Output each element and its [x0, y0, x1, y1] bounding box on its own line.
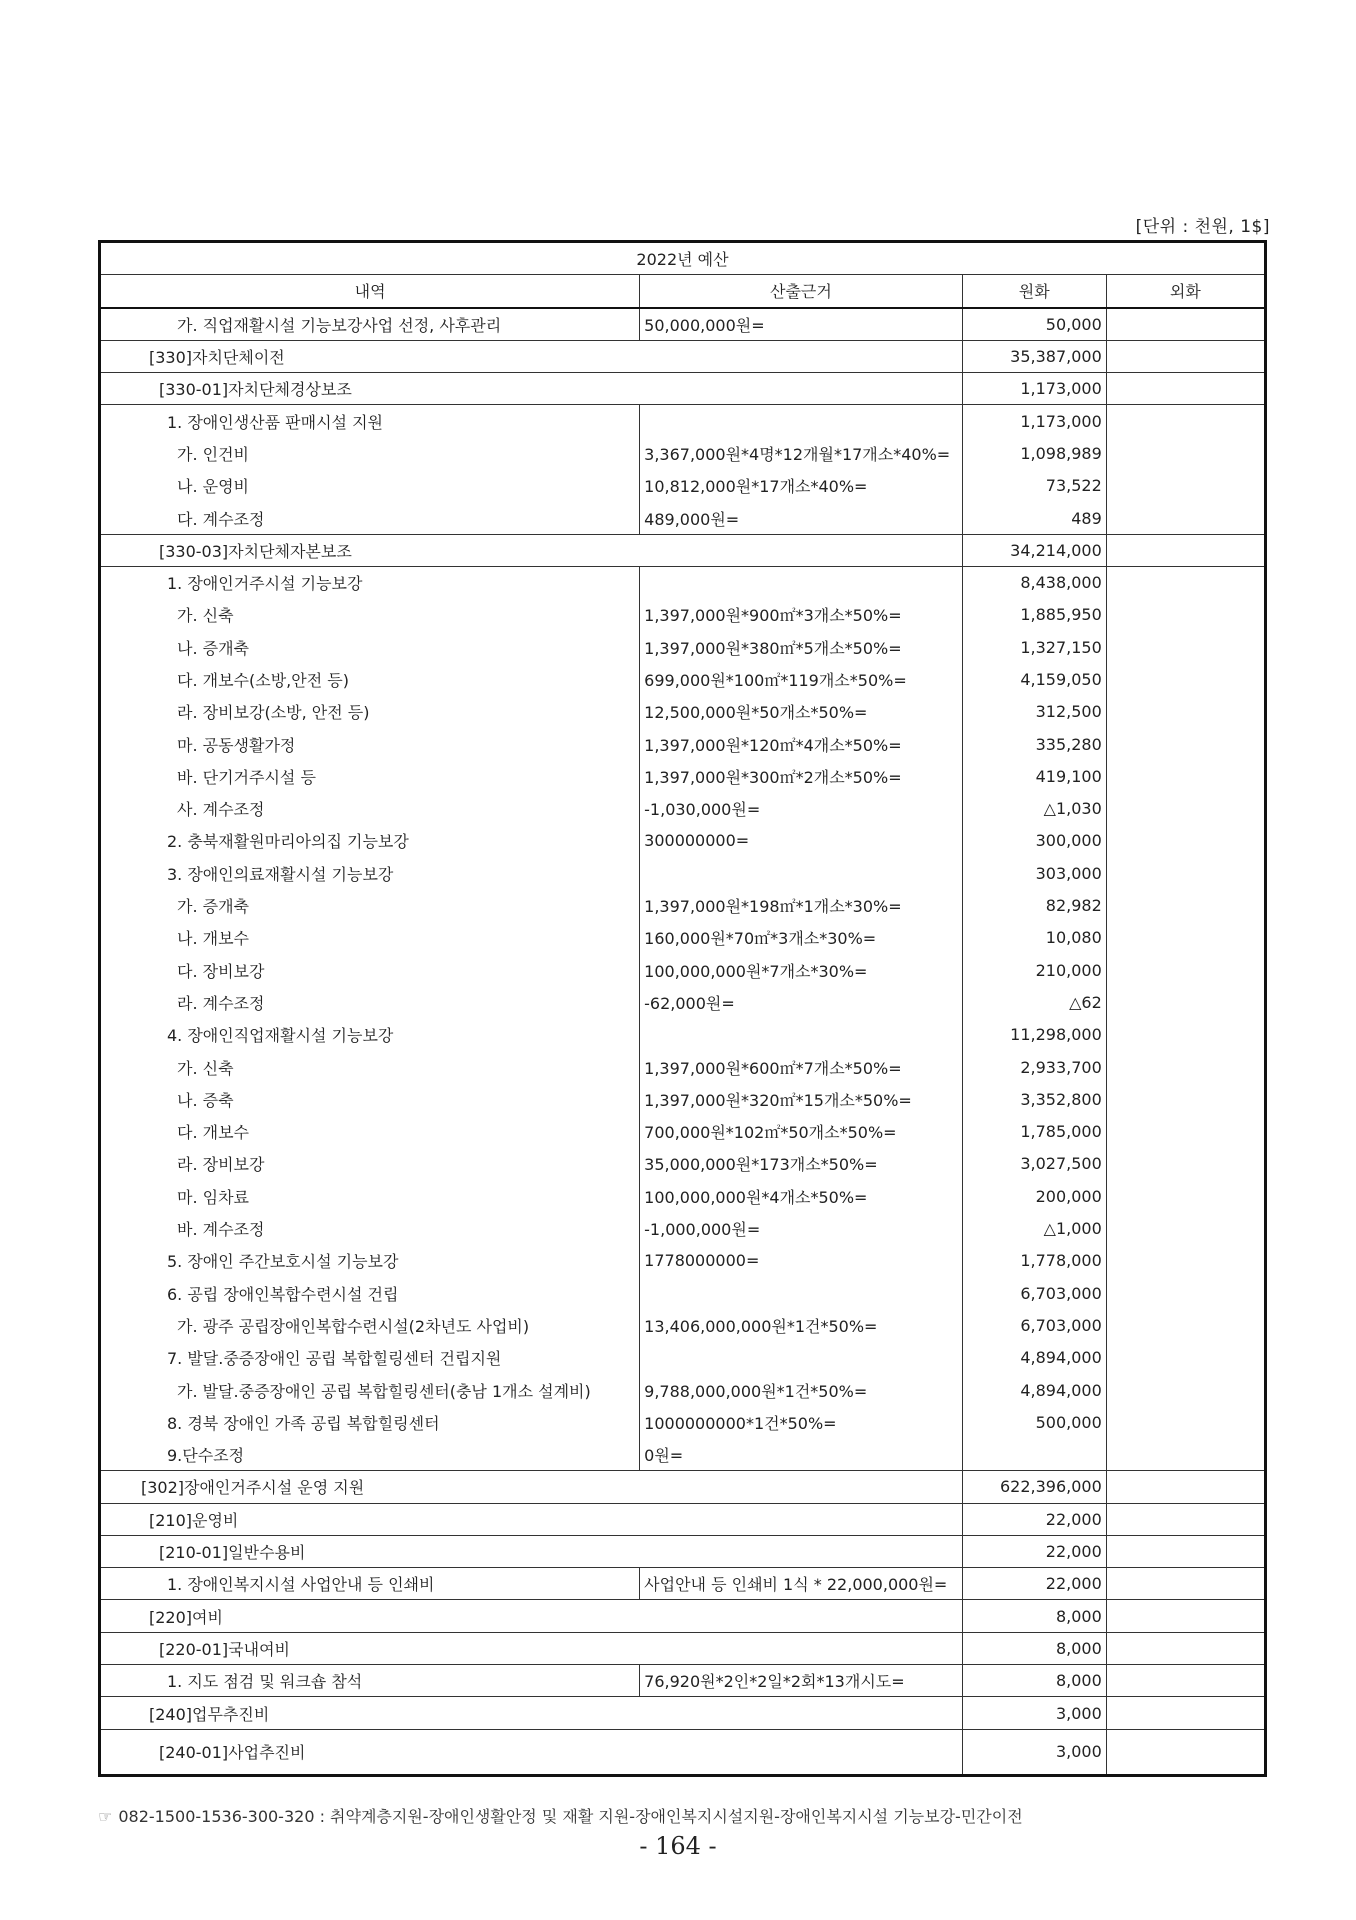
- row-basis: [640, 857, 962, 889]
- unit-label: [단위 : 천원, 1$]: [1135, 217, 1270, 237]
- table-row: [100, 340, 1266, 372]
- row-description: [240-01]사업추진비: [100, 1729, 963, 1775]
- row-krw: 6,703,000: [962, 1309, 1106, 1341]
- row-krw: 22,000: [962, 1568, 1106, 1600]
- row-krw: 8,000: [962, 1632, 1106, 1664]
- row-description: 6. 공립 장애인복합수련시설 건립: [100, 1277, 640, 1309]
- row-description: [330-03]자치단체자본보조: [100, 534, 963, 566]
- row-krw: 4,159,050: [962, 663, 1106, 695]
- header-krw: 원화: [962, 275, 1106, 308]
- row-foreign: [1106, 1632, 1265, 1664]
- row-krw: 73,522: [962, 470, 1106, 502]
- row-krw: 22,000: [962, 1535, 1106, 1567]
- table-row: [100, 437, 1266, 469]
- row-krw: 3,000: [962, 1697, 1106, 1729]
- row-description: 바. 계수조정: [100, 1212, 640, 1244]
- row-krw: △62: [962, 986, 1106, 1018]
- table-row: [100, 922, 1266, 954]
- row-basis: 50,000,000원=: [640, 308, 962, 341]
- table-row: [100, 1019, 1266, 1051]
- row-basis: 100,000,000원*7개소*30%=: [640, 954, 962, 986]
- row-description: 4. 장애인직업재활시설 기능보강: [100, 1019, 640, 1051]
- row-krw: 1,098,989: [962, 437, 1106, 469]
- table-row: [100, 1116, 1266, 1148]
- row-foreign: [1106, 793, 1265, 825]
- row-basis: [640, 566, 962, 598]
- table-row: [100, 1374, 1266, 1406]
- footnote: [98, 1804, 1023, 1827]
- row-basis: 1,397,000원*900㎡*3개소*50%=: [640, 599, 962, 631]
- table-row: [100, 1438, 1266, 1470]
- row-description: 다. 개보수: [100, 1116, 640, 1148]
- row-krw: 8,000: [962, 1600, 1106, 1632]
- row-basis: 76,920원*2인*2일*2회*13개시도=: [640, 1665, 962, 1697]
- table-row: [100, 728, 1266, 760]
- header-foreign: 외화: [1106, 275, 1265, 308]
- row-description: 다. 개보수(소방,안전 등): [100, 663, 640, 695]
- row-krw: 1,785,000: [962, 1116, 1106, 1148]
- row-foreign: [1106, 405, 1265, 437]
- table-row: [100, 1245, 1266, 1277]
- row-foreign: [1106, 566, 1265, 598]
- row-foreign: [1106, 470, 1265, 502]
- row-foreign: [1106, 825, 1265, 857]
- row-foreign: [1106, 340, 1265, 372]
- page-number: - 164 -: [639, 1832, 717, 1860]
- row-basis: -1,000,000원=: [640, 1212, 962, 1244]
- row-basis: 1,397,000원*320㎡*15개소*50%=: [640, 1083, 962, 1115]
- row-description: 가. 직업재활시설 기능보강사업 선정, 사후관리: [100, 308, 640, 341]
- row-basis: 699,000원*100㎡*119개소*50%=: [640, 663, 962, 695]
- row-description: 나. 개보수: [100, 922, 640, 954]
- table-row: [100, 986, 1266, 1018]
- row-basis: 사업안내 등 인쇄비 1식 * 22,000,000원=: [640, 1568, 962, 1600]
- row-krw: 210,000: [962, 954, 1106, 986]
- row-description: 1. 장애인거주시설 기능보강: [100, 566, 640, 598]
- row-foreign: [1106, 1212, 1265, 1244]
- row-krw: 622,396,000: [962, 1471, 1106, 1503]
- row-foreign: [1106, 986, 1265, 1018]
- table-row: [100, 793, 1266, 825]
- row-description: 가. 인건비: [100, 437, 640, 469]
- table-row: [100, 663, 1266, 695]
- row-description: 1. 장애인생산품 판매시설 지원: [100, 405, 640, 437]
- row-krw: 3,000: [962, 1729, 1106, 1775]
- row-foreign: [1106, 1116, 1265, 1148]
- table-row: [100, 760, 1266, 792]
- row-basis: -62,000원=: [640, 986, 962, 1018]
- row-foreign: [1106, 1309, 1265, 1341]
- row-krw: 489: [962, 502, 1106, 534]
- row-basis: 1,397,000원*600㎡*7개소*50%=: [640, 1051, 962, 1083]
- row-description: 가. 신축: [100, 599, 640, 631]
- row-description: 1. 지도 점검 및 워크숍 참석: [100, 1665, 640, 1697]
- header-description: 내역: [100, 275, 640, 308]
- table-title-row: [100, 242, 1266, 275]
- row-basis: [640, 1342, 962, 1374]
- row-basis: 35,000,000원*173개소*50%=: [640, 1148, 962, 1180]
- row-foreign: [1106, 308, 1265, 341]
- row-description: [220-01]국내여비: [100, 1632, 963, 1664]
- row-foreign: [1106, 1600, 1265, 1632]
- table-row: [100, 954, 1266, 986]
- row-description: 마. 임차료: [100, 1180, 640, 1212]
- row-foreign: [1106, 1277, 1265, 1309]
- row-krw: 1,885,950: [962, 599, 1106, 631]
- table-row: [100, 1568, 1266, 1600]
- row-description: 1. 장애인복지시설 사업안내 등 인쇄비: [100, 1568, 640, 1600]
- row-foreign: [1106, 889, 1265, 921]
- row-description: 라. 장비보강: [100, 1148, 640, 1180]
- row-description: 5. 장애인 주간보호시설 기능보강: [100, 1245, 640, 1277]
- row-krw: [962, 1438, 1106, 1470]
- row-foreign: [1106, 502, 1265, 534]
- row-foreign: [1106, 922, 1265, 954]
- row-krw: △1,030: [962, 793, 1106, 825]
- row-basis: 300000000=: [640, 825, 962, 857]
- row-foreign: [1106, 1148, 1265, 1180]
- row-description: [220]여비: [100, 1600, 963, 1632]
- table-row: [100, 470, 1266, 502]
- table-row: [100, 825, 1266, 857]
- row-description: [302]장애인거주시설 운영 지원: [100, 1471, 963, 1503]
- row-krw: 34,214,000: [962, 534, 1106, 566]
- table-row: [100, 857, 1266, 889]
- row-krw: △1,000: [962, 1212, 1106, 1244]
- row-foreign: [1106, 631, 1265, 663]
- row-foreign: [1106, 1665, 1265, 1697]
- row-basis: 12,500,000원*50개소*50%=: [640, 696, 962, 728]
- table-row: [100, 1471, 1266, 1503]
- row-krw: 500,000: [962, 1406, 1106, 1438]
- row-krw: 2,933,700: [962, 1051, 1106, 1083]
- row-krw: 82,982: [962, 889, 1106, 921]
- table-row: [100, 1535, 1266, 1567]
- row-description: 바. 단기거주시설 등: [100, 760, 640, 792]
- row-basis: 1000000000*1건*50%=: [640, 1406, 962, 1438]
- row-foreign: [1106, 1342, 1265, 1374]
- row-foreign: [1106, 1438, 1265, 1470]
- row-krw: 22,000: [962, 1503, 1106, 1535]
- table-row: [100, 1503, 1266, 1535]
- row-description: 8. 경북 장애인 가족 공립 복합힐링센터: [100, 1406, 640, 1438]
- row-foreign: [1106, 1180, 1265, 1212]
- row-foreign: [1106, 599, 1265, 631]
- table-row: [100, 1148, 1266, 1180]
- row-foreign: [1106, 1568, 1265, 1600]
- table-header-row: [100, 275, 1266, 308]
- table-row: [100, 1309, 1266, 1341]
- row-basis: 1778000000=: [640, 1245, 962, 1277]
- row-description: 가. 신축: [100, 1051, 640, 1083]
- table-row: [100, 599, 1266, 631]
- row-krw: 8,438,000: [962, 566, 1106, 598]
- header-basis: 산출근거: [640, 275, 962, 308]
- table-row: [100, 1277, 1266, 1309]
- row-krw: 3,027,500: [962, 1148, 1106, 1180]
- row-basis: 1,397,000원*120㎡*4개소*50%=: [640, 728, 962, 760]
- row-description: 가. 발달.중증장애인 공립 복합힐링센터(충남 1개소 설계비): [100, 1374, 640, 1406]
- row-foreign: [1106, 760, 1265, 792]
- table-row: [100, 534, 1266, 566]
- footnote-text: 082-1500-1536-300-320 : 취약계층지원-장애인생활안정 및 재활 지원-장애인복지시설지원-장애인복지시설 기능보강-민간이전: [118, 1807, 1023, 1826]
- pointing-hand-icon: ☞: [98, 1807, 113, 1826]
- row-krw: 11,298,000: [962, 1019, 1106, 1051]
- row-description: 가. 증개축: [100, 889, 640, 921]
- table-row: [100, 889, 1266, 921]
- row-foreign: [1106, 663, 1265, 695]
- row-krw: 35,387,000: [962, 340, 1106, 372]
- row-basis: 1,397,000원*380㎡*5개소*50%=: [640, 631, 962, 663]
- row-foreign: [1106, 1374, 1265, 1406]
- row-description: 나. 증개축: [100, 631, 640, 663]
- row-basis: 3,367,000원*4명*12개월*17개소*40%=: [640, 437, 962, 469]
- row-basis: 160,000원*70㎡*3개소*30%=: [640, 922, 962, 954]
- row-basis: [640, 405, 962, 437]
- row-foreign: [1106, 1406, 1265, 1438]
- table-title: 2022년 예산: [100, 242, 1266, 275]
- row-krw: 8,000: [962, 1665, 1106, 1697]
- row-krw: 419,100: [962, 760, 1106, 792]
- row-krw: 300,000: [962, 825, 1106, 857]
- row-krw: 312,500: [962, 696, 1106, 728]
- row-foreign: [1106, 1471, 1265, 1503]
- row-description: 사. 계수조정: [100, 793, 640, 825]
- table-row: [100, 1051, 1266, 1083]
- table-row: [100, 1406, 1266, 1438]
- row-basis: [640, 1277, 962, 1309]
- row-krw: 1,327,150: [962, 631, 1106, 663]
- row-description: 라. 계수조정: [100, 986, 640, 1018]
- table-row: [100, 1342, 1266, 1374]
- row-description: 나. 운영비: [100, 470, 640, 502]
- table-row: [100, 631, 1266, 663]
- row-krw: 50,000: [962, 308, 1106, 341]
- row-krw: 1,173,000: [962, 373, 1106, 405]
- row-krw: 1,778,000: [962, 1245, 1106, 1277]
- row-foreign: [1106, 857, 1265, 889]
- row-foreign: [1106, 954, 1265, 986]
- row-description: 나. 증축: [100, 1083, 640, 1115]
- row-krw: 200,000: [962, 1180, 1106, 1212]
- row-foreign: [1106, 1503, 1265, 1535]
- table-row: [100, 502, 1266, 534]
- row-description: [240]업무추진비: [100, 1697, 963, 1729]
- row-foreign: [1106, 728, 1265, 760]
- row-basis: 0원=: [640, 1438, 962, 1470]
- row-basis: 100,000,000원*4개소*50%=: [640, 1180, 962, 1212]
- table-row: [100, 308, 1266, 341]
- row-foreign: [1106, 437, 1265, 469]
- row-krw: 10,080: [962, 922, 1106, 954]
- row-basis: [640, 1019, 962, 1051]
- table-row: [100, 1212, 1266, 1244]
- row-description: 라. 장비보강(소방, 안전 등): [100, 696, 640, 728]
- row-foreign: [1106, 1051, 1265, 1083]
- row-krw: 335,280: [962, 728, 1106, 760]
- row-foreign: [1106, 373, 1265, 405]
- row-description: 가. 광주 공립장애인복합수련시설(2차년도 사업비): [100, 1309, 640, 1341]
- row-description: 다. 장비보강: [100, 954, 640, 986]
- row-description: [210]운영비: [100, 1503, 963, 1535]
- row-basis: 1,397,000원*198㎡*1개소*30%=: [640, 889, 962, 921]
- table-row: [100, 1665, 1266, 1697]
- row-krw: 1,173,000: [962, 405, 1106, 437]
- table-row: [100, 566, 1266, 598]
- row-foreign: [1106, 1245, 1265, 1277]
- row-krw: 6,703,000: [962, 1277, 1106, 1309]
- table-row: [100, 1083, 1266, 1115]
- row-basis: 9,788,000,000원*1건*50%=: [640, 1374, 962, 1406]
- table-row: [100, 405, 1266, 437]
- row-foreign: [1106, 1729, 1265, 1775]
- row-basis: 10,812,000원*17개소*40%=: [640, 470, 962, 502]
- table-row: [100, 1697, 1266, 1729]
- row-description: [330]자치단체이전: [100, 340, 963, 372]
- row-foreign: [1106, 1083, 1265, 1115]
- row-foreign: [1106, 696, 1265, 728]
- row-description: 2. 충북재활원마리아의집 기능보강: [100, 825, 640, 857]
- row-description: [330-01]자치단체경상보조: [100, 373, 963, 405]
- row-description: 7. 발달.중증장애인 공립 복합힐링센터 건립지원: [100, 1342, 640, 1374]
- table-row: [100, 696, 1266, 728]
- table-row: [100, 373, 1266, 405]
- budget-table: [98, 240, 1267, 1777]
- row-krw: 4,894,000: [962, 1374, 1106, 1406]
- row-basis: 1,397,000원*300㎡*2개소*50%=: [640, 760, 962, 792]
- table-row: [100, 1600, 1266, 1632]
- table-row: [100, 1180, 1266, 1212]
- row-description: 3. 장애인의료재활시설 기능보강: [100, 857, 640, 889]
- row-krw: 303,000: [962, 857, 1106, 889]
- row-krw: 4,894,000: [962, 1342, 1106, 1374]
- row-foreign: [1106, 1019, 1265, 1051]
- row-basis: -1,030,000원=: [640, 793, 962, 825]
- row-foreign: [1106, 1697, 1265, 1729]
- table-row: [100, 1632, 1266, 1664]
- row-basis: 700,000원*102㎡*50개소*50%=: [640, 1116, 962, 1148]
- row-description: 다. 계수조정: [100, 502, 640, 534]
- row-krw: 3,352,800: [962, 1083, 1106, 1115]
- row-basis: 489,000원=: [640, 502, 962, 534]
- table-row: [100, 1729, 1266, 1775]
- row-foreign: [1106, 534, 1265, 566]
- row-foreign: [1106, 1535, 1265, 1567]
- row-basis: 13,406,000,000원*1건*50%=: [640, 1309, 962, 1341]
- row-description: [210-01]일반수용비: [100, 1535, 963, 1567]
- row-description: 마. 공동생활가정: [100, 728, 640, 760]
- row-description: 9.단수조정: [100, 1438, 640, 1470]
